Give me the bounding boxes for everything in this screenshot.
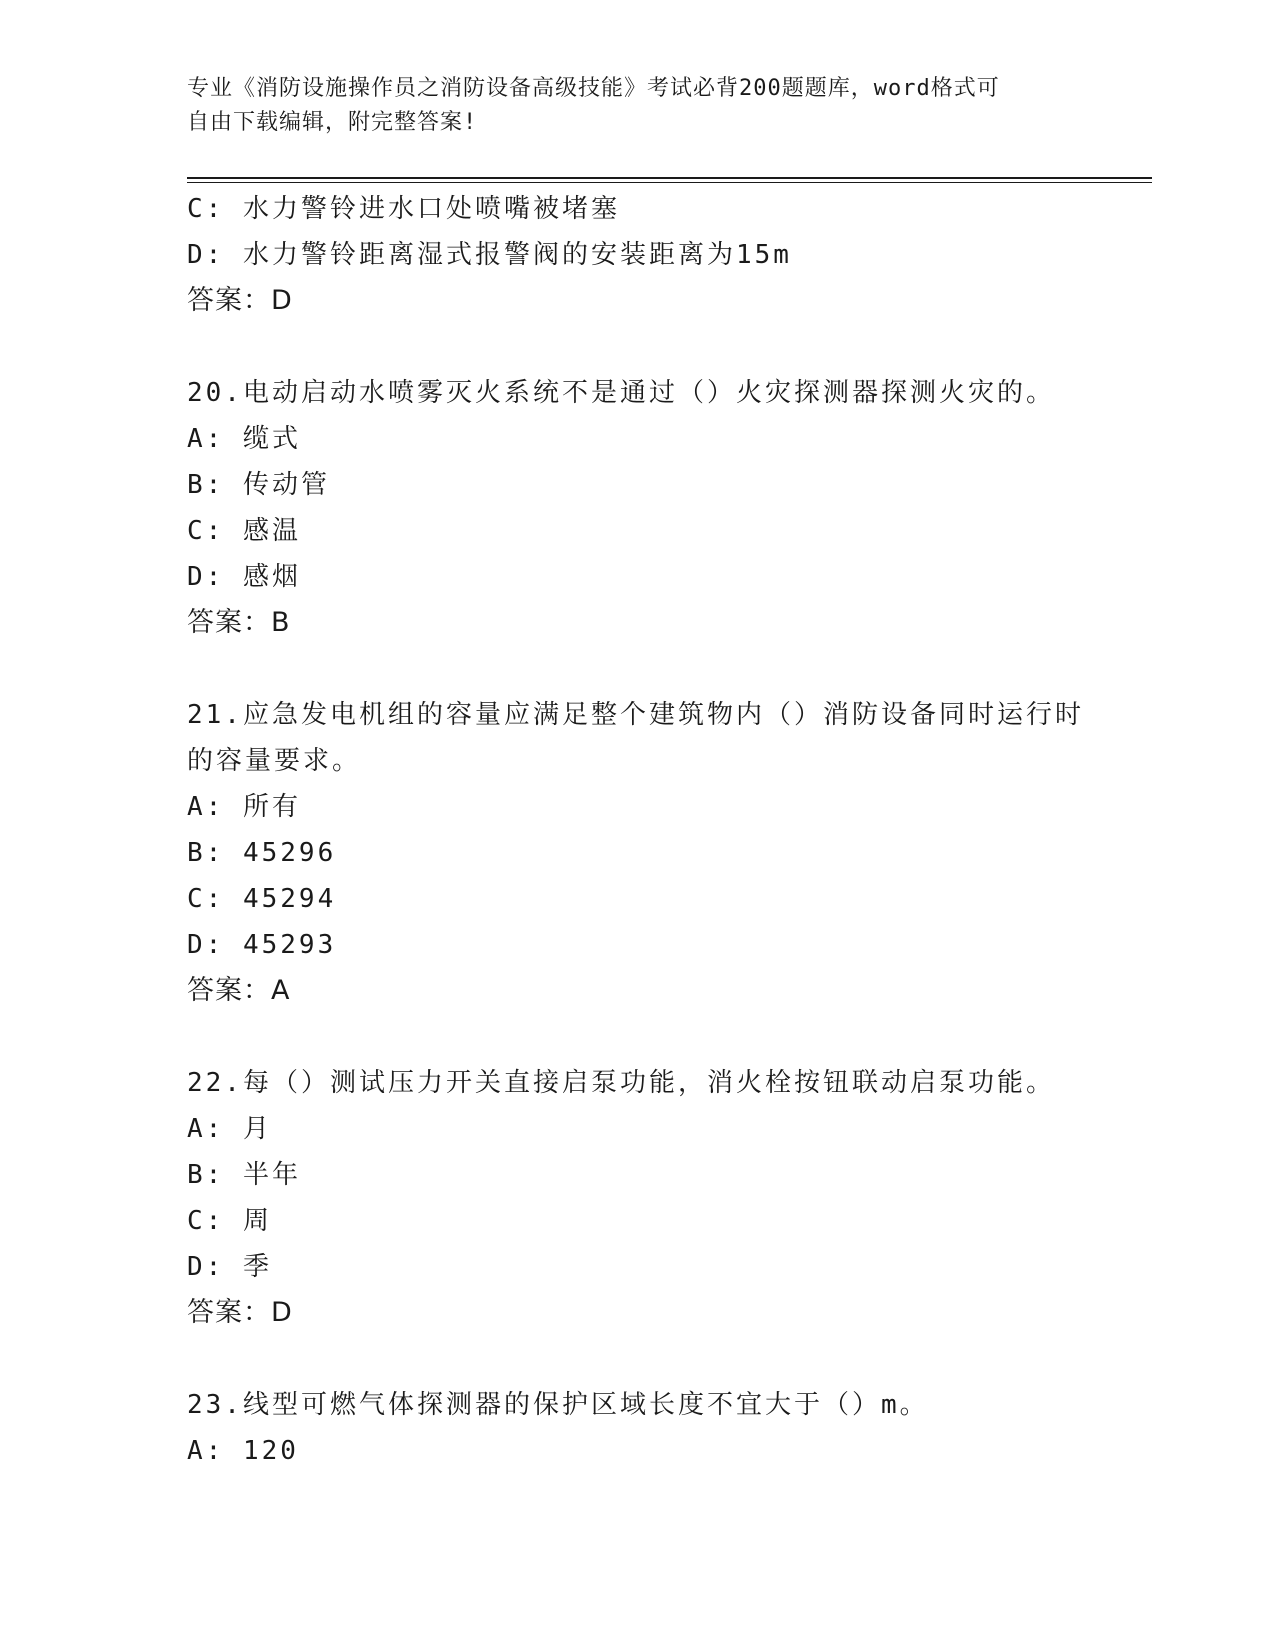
question-20: [187, 370, 1107, 646]
header-title-line-1: 专业《消防设施操作员之消防设备高级技能》考试必背200题题库，word格式可: [187, 76, 1000, 101]
question-23: [187, 1382, 1107, 1474]
question-spacer: [187, 1336, 1107, 1382]
question-19-option-d: D: 水力警铃距离湿式报警阀的安装距离为15m: [187, 240, 792, 270]
question-19-answer: 答案：D: [187, 285, 293, 316]
question-21-answer: 答案：A: [187, 975, 291, 1006]
header-divider-thin: [187, 182, 1152, 183]
question-23-option-a: A: 120: [187, 1436, 299, 1466]
question-20-option-c: C: 感温: [187, 516, 301, 546]
question-spacer: [187, 1014, 1107, 1060]
question-19: [187, 186, 1107, 324]
question-spacer: [187, 324, 1107, 370]
question-22-answer: 答案：D: [187, 1297, 293, 1328]
question-21-stem: 21.应急发电机组的容量应满足整个建筑物内（）消防设备同时运行时的容量要求。: [187, 700, 1084, 776]
question-22-option-d: D: 季: [187, 1252, 272, 1282]
question-spacer: [187, 646, 1107, 692]
question-21-option-a: A: 所有: [187, 792, 301, 822]
question-20-option-b: B: 传动管: [187, 470, 330, 500]
header-divider-thick: [187, 177, 1152, 179]
question-21: [187, 692, 1107, 1014]
question-21-option-b: B: 45296: [187, 838, 337, 868]
question-22-stem: 22.每（）测试压力开关直接启泵功能，消火栓按钮联动启泵功能。: [187, 1068, 1055, 1098]
header-title-line-2: 自由下载编辑，附完整答案!: [187, 110, 478, 135]
question-20-answer: 答案：B: [187, 607, 291, 638]
question-20-stem: 20.电动启动水喷雾灭火系统不是通过（）火灾探测器探测火灾的。: [187, 378, 1055, 408]
question-20-option-d: D: 感烟: [187, 562, 301, 592]
question-22-option-c: C: 周: [187, 1206, 272, 1236]
question-19-option-c: C: 水力警铃进水口处喷嘴被堵塞: [187, 194, 620, 224]
question-23-stem: 23.线型可燃气体探测器的保护区域长度不宜大于（）m。: [187, 1390, 929, 1420]
question-20-option-a: A: 缆式: [187, 424, 301, 454]
question-list: [187, 186, 1107, 1474]
question-22-option-a: A: 月: [187, 1114, 272, 1144]
question-21-option-d: D: 45293: [187, 930, 337, 960]
document-header: [187, 72, 1067, 140]
question-22-option-b: B: 半年: [187, 1160, 301, 1190]
question-21-option-c: C: 45294: [187, 884, 337, 914]
question-22: [187, 1060, 1107, 1336]
